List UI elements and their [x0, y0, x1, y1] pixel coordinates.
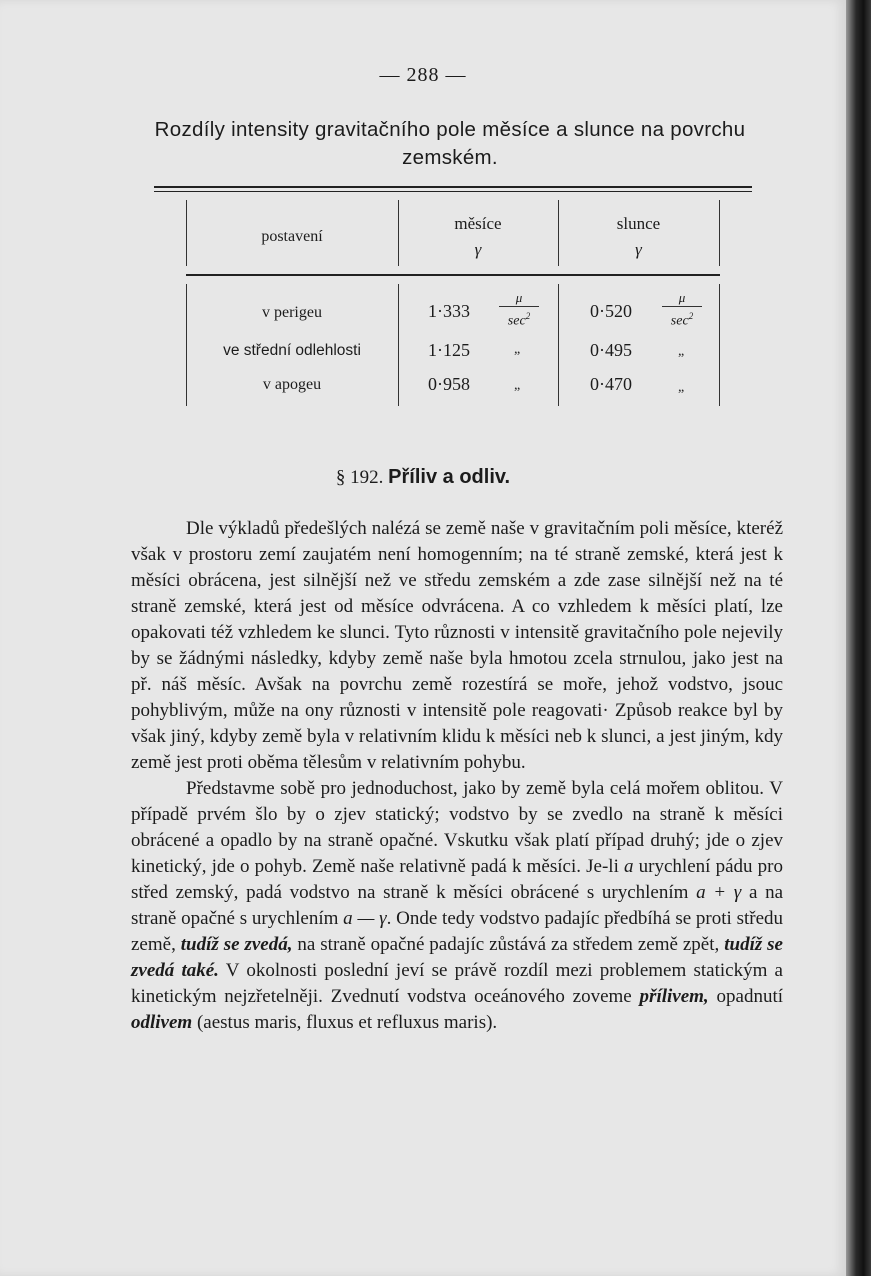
table-col-divider-1-body	[398, 284, 399, 406]
unit-denominator: $\sec^2$	[670, 311, 694, 329]
table-top-rule-2	[154, 191, 752, 192]
fraction-bar	[499, 306, 539, 307]
row-sun-value: 0·470	[590, 374, 632, 394]
row-moon-value: 0·958	[428, 374, 470, 394]
unit-fraction	[658, 292, 706, 330]
ditto-mark: „	[514, 342, 521, 357]
row-position: v apogeu	[262, 376, 322, 393]
row-moon-value: 1·125	[428, 340, 470, 360]
unit-fraction	[495, 292, 543, 330]
page-number: — 288 —	[379, 64, 467, 86]
row-moon-value: 1·333	[428, 301, 470, 321]
section-number: § 192.	[335, 467, 384, 488]
ditto-mark: „	[678, 344, 685, 359]
table-right-border-body	[719, 284, 720, 406]
header-moon-gamma: γ	[474, 240, 482, 259]
header-moon: měsíce	[454, 214, 502, 233]
header-position: postavení	[261, 228, 323, 245]
table-right-border	[719, 200, 720, 266]
row-sun-value: 0·520	[590, 301, 632, 321]
ditto-mark: „	[514, 378, 521, 393]
table-col-divider-2-body	[558, 284, 559, 406]
ditto-mark: „	[678, 380, 685, 395]
header-sun-gamma: γ	[635, 240, 642, 259]
row-position: v perigeu	[262, 304, 322, 321]
unit-numerator: μ	[515, 290, 523, 305]
unit-numerator: μ	[678, 290, 686, 305]
fraction-bar	[662, 306, 702, 307]
section-heading	[0, 466, 846, 489]
unit-denominator: $\sec^2$	[507, 311, 531, 329]
body-text	[131, 516, 783, 1036]
section-title: Příliv a odliv.	[388, 466, 511, 488]
row-position: ve střední odlehlosti	[223, 342, 361, 359]
book-binding-edge	[846, 0, 871, 1276]
table-top-rule	[154, 186, 752, 188]
paragraph: Představme sobě pro jednoduchost, jako by země byla celá mořem oblitou. V případě prvém šlo by o zjev statický; vodstvo by se zvedlo na straně k měsíci obrácené a opadlo by na straně opačné. Vskutku však platí případ druhý; jde o zjev kinetický, jde o pohyb. Země naše relativně padá k měsíci. Je-li a urychlení pádu pro střed zemský, padá vodstvo na straně k měsíci obrácené s urychlením a + γ a na straně opačné s urychlením a — γ. Onde tedy vodstvo padajíc předbíhá se proti středu země, tudíž se zvedá, na straně opačné padajíc zůstává za středem země zpět, tudíž se zvedá také. V okolnosti poslední jeví se právě rozdíl mezi problemem statickým a kinetickým nejzřetelněji. Zvednutí vodstva oceánového zoveme přílivem, opadnutí odlivem (aestus maris, fluxus et refluxus maris).	[131, 778, 784, 1033]
header-sun: slunce	[616, 214, 661, 233]
row-sun-value: 0·495	[590, 340, 632, 360]
table-header-rule	[186, 274, 720, 276]
paragraph: Dle výkladů předešlých nalézá se země naše v gravitačním poli měsíce, kteréž však v prostoru zemí zaujatém není homogenním; na té straně zemské, která jest k měsíci obrácena, jest silnější než ve středu zemském a zde zase silnější než na té straně zemské, která jest od měsíce odvrácena. A co vzhledem k měsíci platí, lze opakovati též vzhledem ke slunci. Tyto různosti v intensitě gravitačního pole nejevily by se žádnými následky, kdyby země naše byla hmotou zcela strnulou, jako jest na př. náš měsíc. Avšak na povrchu země rozestírá se moře, jehož vodstvo, jsouc pohyblivým, může na ony různosti v intensitě pole reagovati· Způsob reakce byl by však jiný, kdyby země byla v relativním klidu k měsíci neb k slunci, a jest jiným, kdy země jest proti oběma tělesům v relativním pohybu.	[131, 518, 783, 773]
table-caption: Rozdíly intensity gravitačního pole měsíce a slunce na povrchu zemském.	[154, 118, 746, 169]
